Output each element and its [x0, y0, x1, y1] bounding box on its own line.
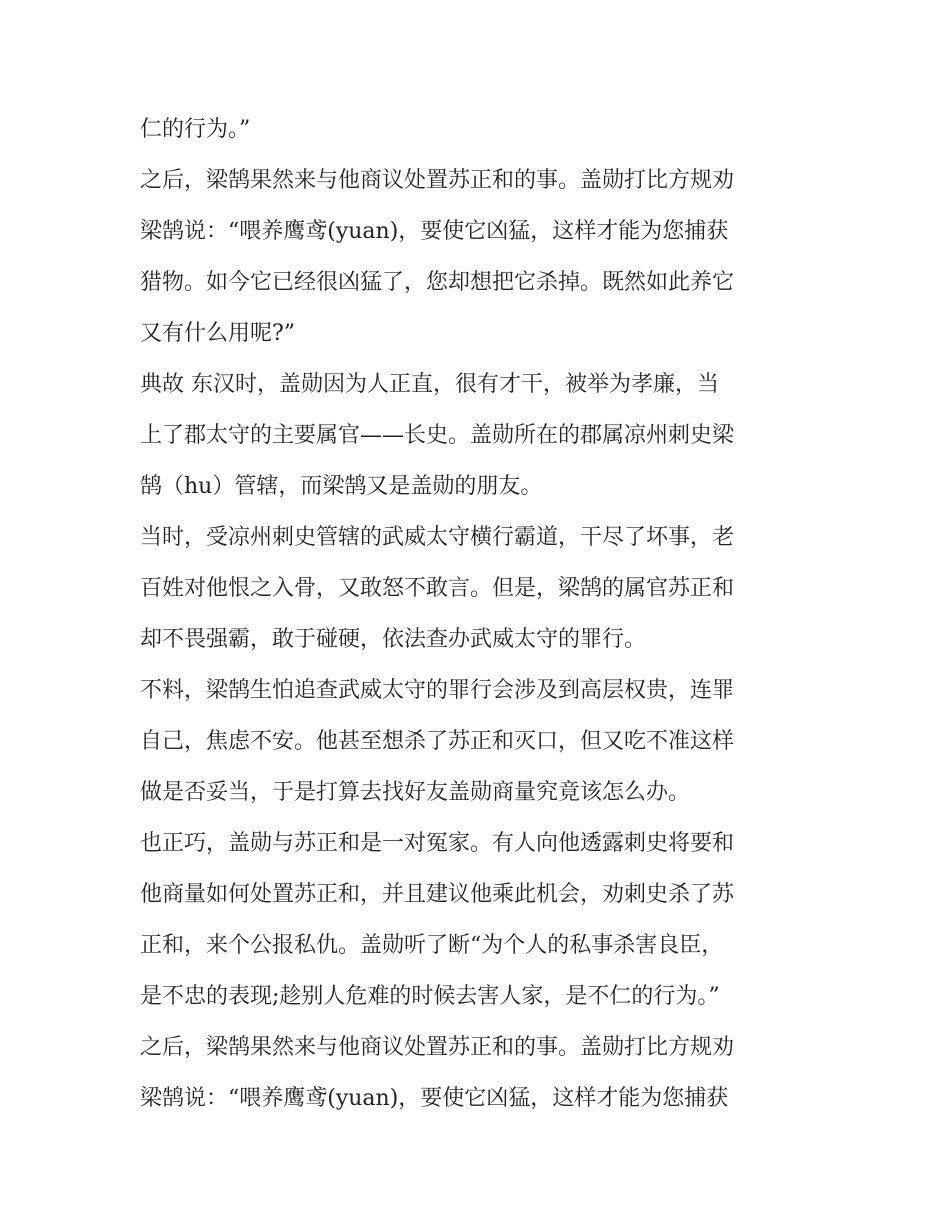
body-text [140, 108, 820, 1128]
text-line: 他商量如何处置苏正和，并且建议他乘此机会，劝刺史杀了苏 [140, 882, 735, 907]
text-line: 之后，梁鹄果然来与他商议处置苏正和的事。盖勋打比方规劝 [140, 1035, 735, 1060]
text-line: 百姓对他恨之入骨，又敢怒不敢言。但是，梁鹄的属官苏正和 [140, 576, 735, 601]
text-line: 猎物。如今它已经很凶猛了，您却想把它杀掉。既然如此养它 [140, 270, 735, 295]
text-line: 梁鹄说：“喂养鹰鸢(yuan)，要使它凶猛，这样才能为您捕获 [140, 219, 729, 244]
text-line: 却不畏强霸，敢于碰硬，依法查办武威太守的罪行。 [140, 627, 647, 652]
text-line: 当时，受凉州刺史管辖的武威太守横行霸道，干尽了坏事，老 [140, 525, 735, 550]
text-line: 之后，梁鹄果然来与他商议处置苏正和的事。盖勋打比方规劝 [140, 168, 735, 193]
text-line: 又有什么用呢?” [140, 321, 296, 346]
text-line: 正和，来个公报私仇。盖勋听了断“为个人的私事杀害良臣， [140, 933, 724, 958]
text-line: 鹄（hu）管辖，而梁鹄又是盖勋的朋友。 [140, 474, 543, 499]
text-line: 仁的行为。” [140, 117, 251, 142]
text-line: 不料，梁鹄生怕追查武威太守的罪行会涉及到高层权贵，连罪 [140, 678, 735, 703]
text-line: 做是否妥当，于是打算去找好友盖勋商量究竟该怎么办。 [140, 780, 691, 805]
text-line: 典故 东汉时，盖勋因为人正直，很有才干，被举为孝廉，当 [140, 372, 719, 397]
text-line: 梁鹄说：“喂养鹰鸢(yuan)，要使它凶猛，这样才能为您捕获 [140, 1086, 729, 1111]
text-line: 上了郡太守的主要属官——长史。盖勋所在的郡属凉州刺史梁 [140, 423, 735, 448]
text-line: 自己，焦虑不安。他甚至想杀了苏正和灭口，但又吃不准这样 [140, 729, 735, 754]
text-line: 也正巧，盖勋与苏正和是一对冤家。有人向他透露刺史将要和 [140, 831, 735, 856]
text-line: 是不忠的表现;趁别人危难的时候去害人家，是不仁的行为。” [140, 984, 720, 1009]
